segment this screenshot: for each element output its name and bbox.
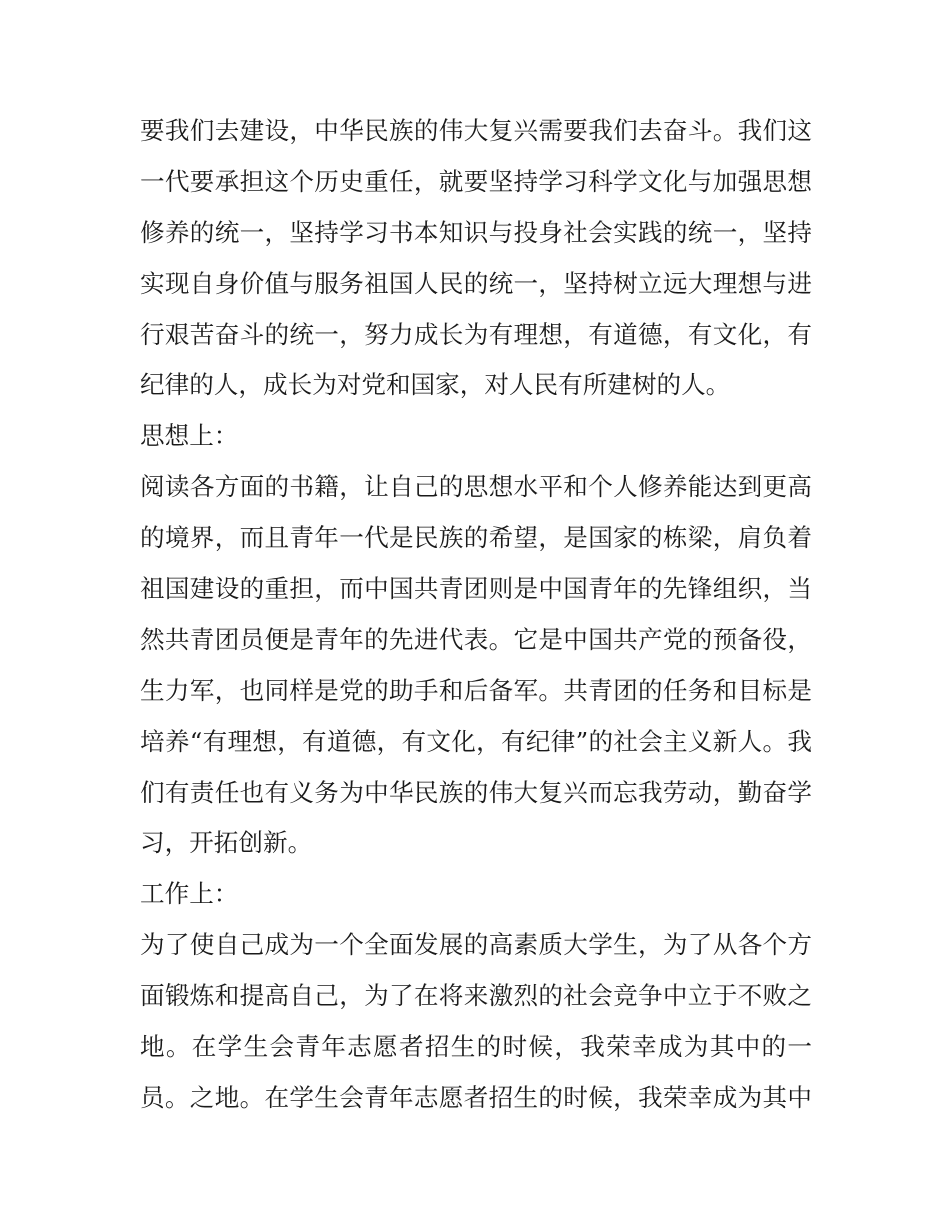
section-heading: 工作上： bbox=[140, 879, 239, 909]
section-heading: 思想上： bbox=[140, 421, 239, 451]
document-body bbox=[140, 106, 812, 1124]
text-line: 一代要承担这个历史重任，就要坚持学习科学文化与加强思想 bbox=[140, 166, 812, 196]
text-line: 祖国建设的重担，而中国共青团则是中国青年的先锋组织，当 bbox=[140, 574, 812, 604]
text-line: 然共青团员便是青年的先进代表。它是中国共产党的预备役， bbox=[140, 624, 812, 654]
text-line: 们有责任也有义务为中华民族的伟大复兴而忘我劳动，勤奋学 bbox=[140, 777, 812, 807]
text-line: 纪律的人，成长为对党和国家，对人民有所建树的人。 bbox=[140, 370, 731, 400]
text-line: 培养“有理想，有道德，有文化，有纪律”的社会主义新人。我 bbox=[140, 726, 812, 756]
text-line: 要我们去建设，中华民族的伟大复兴需要我们去奋斗。我们这 bbox=[140, 116, 812, 145]
text-line: 阅读各方面的书籍，让自己的思想水平和个人修养能达到更高 bbox=[140, 472, 812, 502]
text-line: 的境界，而且青年一代是民族的希望，是国家的栋梁，肩负着 bbox=[140, 523, 812, 553]
text-line: 员。之地。在学生会青年志愿者招生的时候，我荣幸成为其中 bbox=[140, 1082, 812, 1112]
text-line: 修养的统一，坚持学习书本知识与投身社会实践的统一，坚持 bbox=[140, 217, 812, 247]
text-line: 习，开拓创新。 bbox=[140, 828, 313, 858]
text-line: 为了使自己成为一个全面发展的高素质大学生，为了从各个方 bbox=[140, 930, 812, 960]
text-line: 实现自身价值与服务祖国人民的统一，坚持树立远大理想与进 bbox=[140, 268, 812, 298]
text-line: 生力军，也同样是党的助手和后备军。共青团的任务和目标是 bbox=[140, 675, 812, 705]
text-line: 行艰苦奋斗的统一，努力成长为有理想，有道德，有文化，有 bbox=[140, 319, 812, 349]
text-line: 面锻炼和提高自己，为了在将来激烈的社会竞争中立于不败之 bbox=[140, 981, 812, 1011]
text-line: 地。在学生会青年志愿者招生的时候，我荣幸成为其中的一 bbox=[140, 1032, 812, 1062]
